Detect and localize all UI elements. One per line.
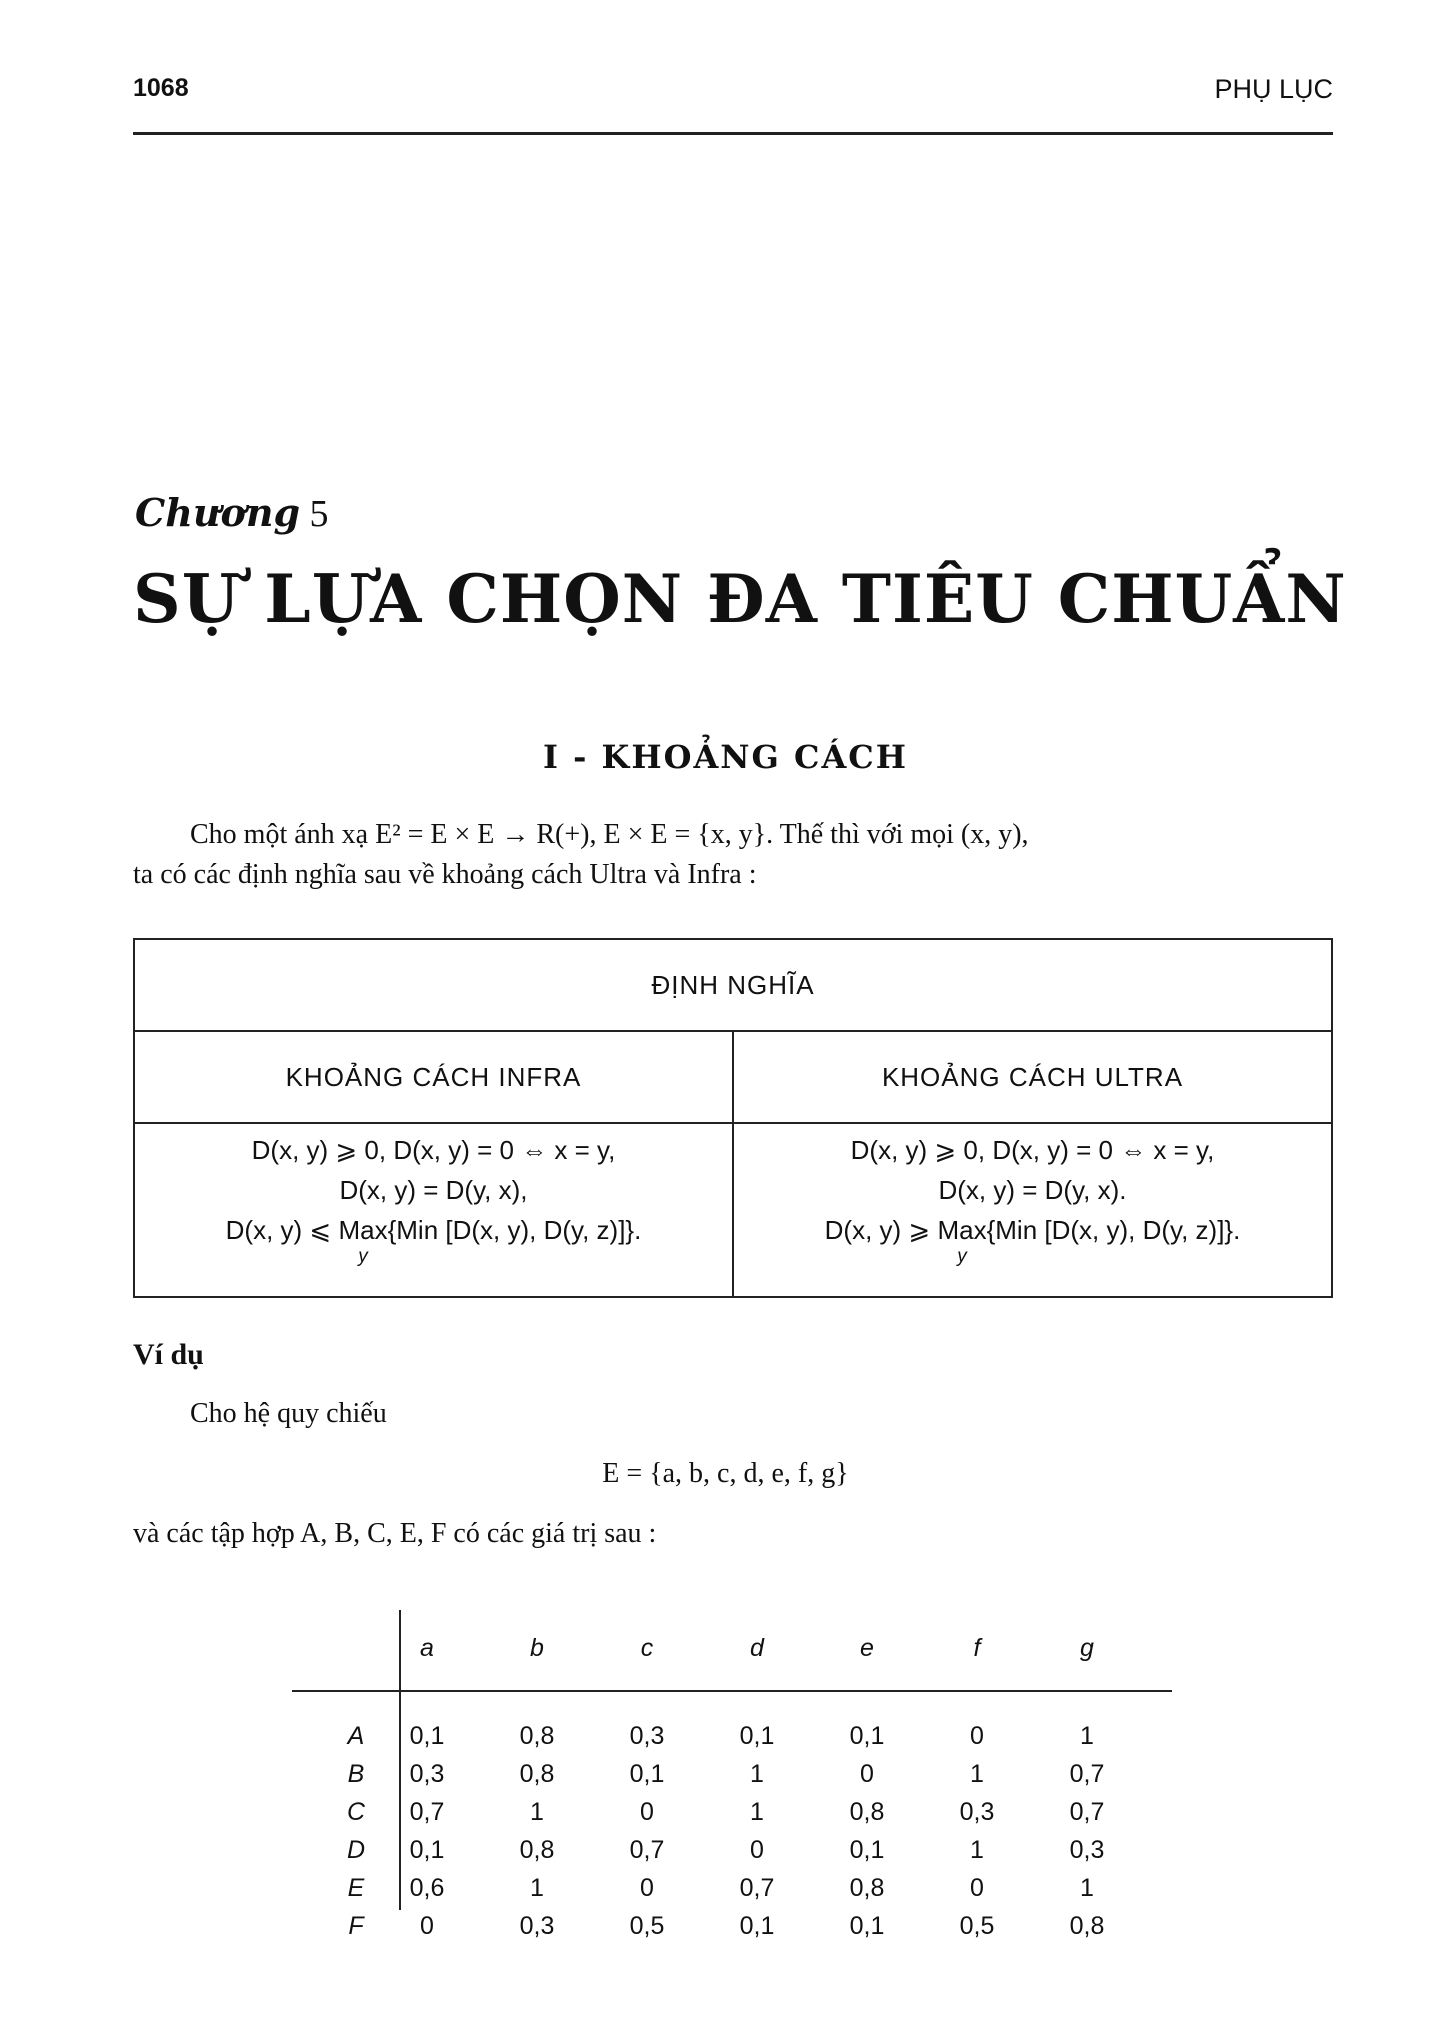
example-title: Ví dụ bbox=[133, 1338, 204, 1371]
row-label: E bbox=[347, 1874, 365, 1902]
table-row bbox=[292, 1836, 1172, 1872]
table-cell: 1 bbox=[750, 1798, 764, 1826]
intro-line-1: Cho một ánh xạ E² = E × E → R(+), E × E = {x, y}. Thế thì với mọi (x, y), bbox=[190, 819, 1029, 850]
table-cell: 0,8 bbox=[849, 1798, 885, 1826]
infra-definition bbox=[134, 1123, 733, 1297]
table-cell: 0 bbox=[860, 1760, 874, 1788]
table-cell: 0,1 bbox=[849, 1912, 885, 1940]
ultra-line-3-suffix: {Min [D(x, y), D(y, z)]}. bbox=[986, 1215, 1241, 1245]
ultra-max-word: Max bbox=[937, 1215, 987, 1245]
table-row bbox=[292, 1798, 1172, 1834]
table-cell: 0,1 bbox=[409, 1836, 445, 1864]
header-rule bbox=[133, 132, 1333, 135]
table-cell: 0,8 bbox=[1069, 1912, 1105, 1940]
infra-line-2: D(x, y) = D(y, x), bbox=[339, 1175, 528, 1205]
table-cell: 0,3 bbox=[629, 1722, 665, 1750]
infra-max-operator bbox=[338, 1210, 388, 1267]
ultra-line-1: D(x, y) ⩾ 0, D(x, y) = 0 ⇔ x = y, bbox=[850, 1135, 1215, 1165]
intro-paragraph bbox=[133, 815, 1333, 895]
example-intro: Cho hệ quy chiếu bbox=[190, 1398, 387, 1429]
infra-max-subscript: y bbox=[358, 1246, 368, 1267]
table-cell: 0,5 bbox=[959, 1912, 995, 1940]
table-cell: 0 bbox=[750, 1836, 764, 1864]
table-cell: 0 bbox=[420, 1912, 434, 1940]
row-label: B bbox=[347, 1760, 365, 1788]
table-cell: 1 bbox=[1080, 1722, 1094, 1750]
table-cell: 0,1 bbox=[849, 1722, 885, 1750]
table-cell: 1 bbox=[970, 1760, 984, 1788]
table-cell: 0,5 bbox=[629, 1912, 665, 1940]
value-table bbox=[292, 1610, 1172, 1940]
table-cell: 0,3 bbox=[1069, 1836, 1105, 1864]
table-cell: 0 bbox=[640, 1874, 654, 1902]
table-cell: 0,1 bbox=[409, 1722, 445, 1750]
reference-set: E = {a, b, c, d, e, f, g} bbox=[602, 1458, 849, 1489]
chapter-word: Chương bbox=[135, 490, 301, 535]
ultra-title: KHOẢNG CÁCH ULTRA bbox=[733, 1031, 1332, 1123]
infra-line-3 bbox=[136, 1210, 731, 1267]
infra-title: KHOẢNG CÁCH INFRA bbox=[134, 1031, 733, 1123]
table-cell: 0,7 bbox=[409, 1798, 445, 1826]
definitions-header: ĐỊNH NGHĨA bbox=[134, 939, 1332, 1031]
table-cell: 1 bbox=[1080, 1874, 1094, 1902]
table-cell: 0,8 bbox=[519, 1722, 555, 1750]
row-label: C bbox=[346, 1798, 366, 1826]
column-header-e: e bbox=[860, 1634, 874, 1662]
table-cell: 0,1 bbox=[739, 1912, 775, 1940]
table-cell: 0 bbox=[970, 1874, 984, 1902]
column-header-d: d bbox=[750, 1634, 764, 1662]
definitions-table bbox=[133, 938, 1333, 1298]
table-cell: 0,6 bbox=[409, 1874, 445, 1902]
table-row bbox=[292, 1722, 1172, 1758]
chapter-number: 5 bbox=[309, 493, 329, 535]
infra-line-3-suffix: {Min [D(x, y), D(y, z)]}. bbox=[387, 1215, 642, 1245]
ultra-max-operator bbox=[937, 1210, 987, 1267]
ultra-line-3 bbox=[735, 1210, 1330, 1267]
chapter-title: SỰ LỰA CHỌN ĐA TIÊU CHUẨN bbox=[133, 560, 1347, 638]
table-cell: 0,3 bbox=[409, 1760, 445, 1788]
section-title: I - KHOẢNG CÁCH bbox=[543, 738, 908, 776]
ultra-line-2: D(x, y) = D(y, x). bbox=[938, 1175, 1127, 1205]
table-cell: 1 bbox=[970, 1836, 984, 1864]
row-label: D bbox=[346, 1836, 366, 1864]
row-label: A bbox=[347, 1722, 365, 1750]
table-cell: 1 bbox=[530, 1874, 544, 1902]
column-header-g: g bbox=[1080, 1634, 1094, 1662]
intro-line-2: ta có các định nghĩa sau về khoảng cách Ultra và Infra : bbox=[133, 859, 757, 890]
table-cell: 0,3 bbox=[519, 1912, 555, 1940]
table-cell: 0,7 bbox=[629, 1836, 665, 1864]
column-header-f: f bbox=[973, 1634, 981, 1662]
table-cell: 0,7 bbox=[1069, 1798, 1105, 1826]
table-cell: 0,7 bbox=[739, 1874, 775, 1902]
infra-line-1: D(x, y) ⩾ 0, D(x, y) = 0 ⇔ x = y, bbox=[251, 1135, 616, 1165]
ultra-line-3-prefix: D(x, y) ⩾ bbox=[824, 1215, 931, 1245]
table-cell: 1 bbox=[750, 1760, 764, 1788]
table-cell: 0 bbox=[970, 1722, 984, 1750]
column-header-c: c bbox=[640, 1634, 654, 1662]
table-cell: 0,8 bbox=[519, 1760, 555, 1788]
column-header-a: a bbox=[420, 1634, 434, 1662]
table-cell: 0,7 bbox=[1069, 1760, 1105, 1788]
infra-line-3-prefix: D(x, y) ⩽ bbox=[225, 1215, 332, 1245]
ultra-definition bbox=[733, 1123, 1332, 1297]
table-cell: 0,8 bbox=[519, 1836, 555, 1864]
table-cell: 0,1 bbox=[849, 1836, 885, 1864]
table-cell: 1 bbox=[530, 1798, 544, 1826]
chapter-label bbox=[135, 490, 329, 536]
table-cell: 0,1 bbox=[739, 1722, 775, 1750]
page-number: 1068 bbox=[133, 74, 189, 102]
table-cell: 0 bbox=[640, 1798, 654, 1826]
ultra-max-subscript: y bbox=[957, 1246, 967, 1267]
row-label: F bbox=[348, 1912, 364, 1940]
infra-max-word: Max bbox=[338, 1215, 388, 1245]
value-table-horizontal-rule bbox=[292, 1690, 1172, 1692]
table-row bbox=[292, 1760, 1172, 1796]
column-header-b: b bbox=[530, 1634, 544, 1662]
table-cell: 0,8 bbox=[849, 1874, 885, 1902]
running-header: PHỤ LỤC bbox=[1214, 74, 1333, 104]
table-row bbox=[292, 1912, 1172, 1948]
table-cell: 0,3 bbox=[959, 1798, 995, 1826]
table-row bbox=[292, 1874, 1172, 1910]
table-cell: 0,1 bbox=[629, 1760, 665, 1788]
values-intro: và các tập hợp A, B, C, E, F có các giá trị sau : bbox=[133, 1518, 657, 1549]
